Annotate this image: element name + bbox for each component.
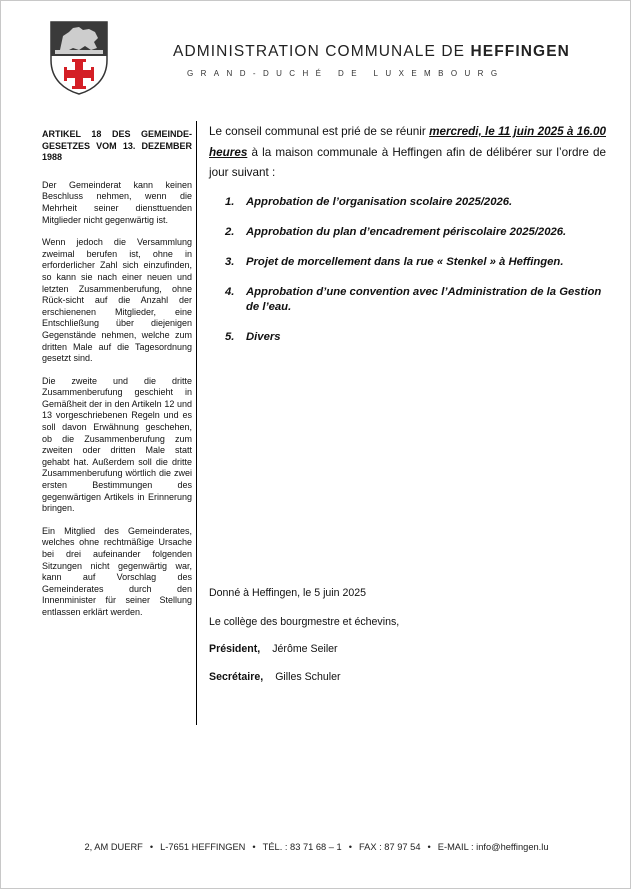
agenda-item [225,255,607,270]
agenda-item [225,225,607,240]
secretary-label: Secrétaire, [209,671,264,683]
law-title: ARTIKEL 18 DES GEMEINDE-GESETZES VOM 13. DEZEMBER 1988 [42,129,192,163]
footer-separator: • [149,842,154,852]
agenda-item-number: 1. [225,196,235,208]
president-name: Jérôme Seiler [272,643,338,655]
column-divider [196,121,197,725]
footer-address: 2, AM DUERF [84,842,143,852]
law-excerpt-sidebar [42,129,192,630]
footer-separator: • [427,842,431,852]
place-and-date: Donné à Heffingen, le 5 juin 2025 [209,587,367,599]
president-line [209,643,338,655]
footer-phone: TÉL. : 83 71 68 – 1 [262,842,342,852]
footer-separator: • [252,842,256,852]
agenda-item [225,195,607,210]
agenda-item-text: Projet de morcellement dans la rue « Stenkel » à Heffingen. [246,256,564,268]
intro-text-end: à la maison communale à Heffingen afin de délibérer sur l’ordre de jour suivant : [209,145,606,179]
municipality-name: HEFFINGEN [470,43,570,60]
footer-fax: FAX : 87 97 54 [358,842,421,852]
agenda-item-number: 2. [225,226,235,238]
heffingen-coat-of-arms-icon [49,20,109,96]
convocation-intro [209,122,606,184]
agenda-item-number: 5. [225,331,235,343]
agenda-item-text: Divers [246,331,281,343]
agenda-item-text: Approbation du plan d’encadrement périscolaire 2025/2026. [246,226,567,238]
agenda-item-text: Approbation d’une convention avec l’Administration de la Gestion de l’eau. [246,286,602,313]
secretary-line [209,671,341,683]
footer-email: E-MAIL : info@heffingen.lu [437,842,549,852]
agenda-item-number: 3. [225,256,235,268]
college-line: Le collège des bourgmestre et échevins, [209,616,400,628]
law-paragraph: Der Gemeinderat kann keinen Beschluss nehmen, wenn die Mehrheit seiner diensttuenden Mitglieder nicht gegenwärtig ist. [42,179,192,225]
agenda-item [225,285,607,315]
law-paragraph: Ein Mitglied des Gemeinderates, welches ohne rechtmäßige Ursache bei drei aufeinander folgenden Sitzungen nicht gegenwärtig war, kann auf Vorschlag des Gemeinderates durch den Innenminister für seiner Stellung entlassen erklärt werden. [42,525,192,617]
agenda-item-number: 4. [225,286,235,298]
intro-text: Le conseil communal est prié de se réunir [209,125,430,138]
president-label: Président, [209,643,261,655]
law-paragraph: Wenn jedoch die Versammlung zweimal berufen ist, ohne in erforderlicher Zahl sich einzufinden, so kann sie nach einer neuen und letzten Zusammenberufung, ohne Rück-sicht auf die Anzahl der erschienenen Mitglieder, eine Entschließung über diejenigen Gegenstände nehmen, welche zum dritten Male auf die Tagesordnung gesetzt sind. [42,237,192,364]
organization-title [173,43,570,61]
agenda-item-text: Approbation de l’organisation scolaire 2025/2026. [246,196,513,208]
footer-postal-code: L-7651 HEFFINGEN [160,842,246,852]
meeting-datetime: mercredi, le 11 juin 2025 à 16.00 heures [209,125,606,159]
agenda-list [225,195,607,360]
footer-separator: • [348,842,352,852]
agenda-item [225,330,607,345]
organization-title-prefix: ADMINISTRATION COMMUNALE DE [173,43,471,60]
contact-footer [1,842,631,852]
country-subtitle: GRAND-DUCHÉ DE LUXEMBOURG [187,69,505,78]
secretary-name: Gilles Schuler [275,671,341,683]
law-paragraph: Die zweite und die dritte Zusammenberufung geschieht in Gemäßheit der in den Artikeln 12 und 13 vorgeschriebenen Regeln und es soll davon Erwähnung geschehen, ob die Zusammenberufung zum zweiten oder dritten Male statt gehabt hat. Außerdem soll die dritte Zusammenberufung wörtlich die zwei ersten Bestimmungen des gegenwärtigen Artikels in Erinnerung bringen. [42,375,192,514]
